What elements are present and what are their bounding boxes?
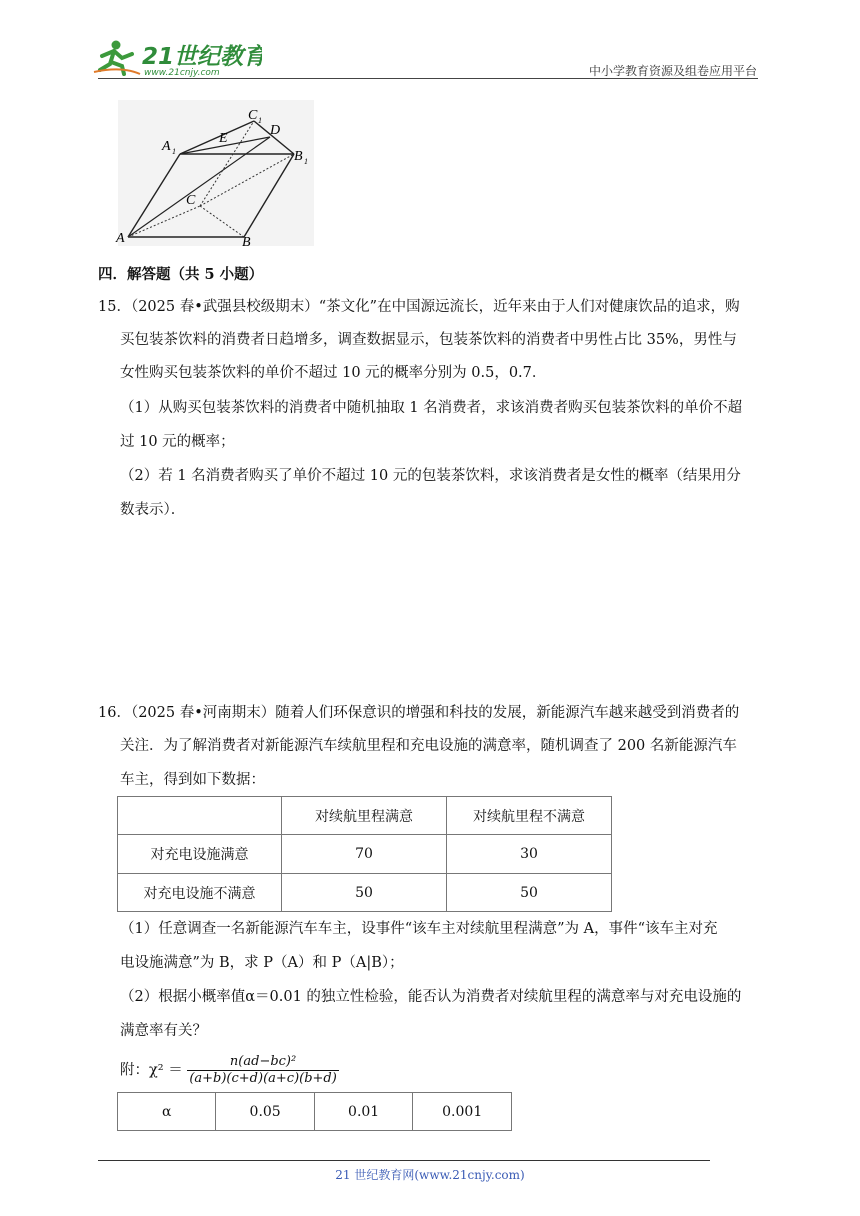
- label-C1: C: [248, 108, 258, 123]
- table-cell: 0.001: [413, 1093, 512, 1131]
- label-C1-sub: 1: [258, 116, 262, 125]
- label-B1: B: [294, 149, 303, 164]
- q16-line-2: 关注．为了解消费者对新能源汽车续航里程和充电设施的满意率，随机调查了 200 名新能源汽车: [120, 738, 737, 754]
- q15-line-4: （1）从购买包装茶饮料的消费者中随机抽取 1 名消费者，求该消费者购买包装茶饮料的单价不超: [120, 400, 743, 416]
- q16-part2-line-1: （2）根据小概率值α＝0.01 的独立性检验，能否认为消费者对续航里程的满意率与对充电设施的: [120, 989, 742, 1005]
- q16-line-3: 车主，得到如下数据：: [120, 772, 265, 788]
- table-cell: 50: [282, 874, 447, 912]
- platform-name: 中小学教育资源及组卷应用平台: [588, 64, 757, 78]
- q16-part1-line-1: （1）任意调查一名新能源汽车车主，设事件“该车主对续航里程满意”为 A，事件“该车主对充: [120, 921, 718, 937]
- header-range-satisfied: 对续航里程满意: [282, 797, 447, 835]
- q15-line-7: 数表示）．: [120, 502, 186, 518]
- label-B1-sub: 1: [304, 157, 308, 166]
- formula-fraction: [187, 1054, 339, 1087]
- q15-line-3: 女性购买包装茶饮料的单价不超过 10 元的概率分别为 0.5，0.7．: [120, 365, 547, 381]
- site-logo: [92, 36, 262, 78]
- q16-part2-line-2: 满意率有关？: [120, 1023, 207, 1039]
- header-divider: [98, 78, 758, 79]
- formula-denominator: (a+b)(c+d)(a+c)(b+d): [189, 1071, 337, 1086]
- q15-line-6: （2）若 1 名消费者购买了单价不超过 10 元的包装茶饮料，求该消费者是女性的概率（结果用分: [120, 468, 741, 484]
- q15-line-1: 15．（2025 春•武强县校级期末）“茶文化”在中国源远流长，近年来由于人们对健康饮品的追求，购: [98, 299, 740, 315]
- logo-text: 21世纪教育: [142, 44, 262, 70]
- alpha-table: [117, 1092, 512, 1131]
- table-cell: 50: [447, 874, 612, 912]
- table-row: [118, 835, 612, 874]
- q16-line-1: 16．（2025 春•河南期末）随着人们环保意识的增强和科技的发展，新能源汽车越来越受到消费者的: [98, 705, 740, 721]
- q15-line-5: 过 10 元的概率；: [120, 434, 235, 450]
- table-cell: 0.05: [216, 1093, 315, 1131]
- chi-square-formula: [120, 1054, 339, 1087]
- header-range-unsatisfied: 对续航里程不满意: [447, 797, 612, 835]
- label-B: B: [242, 235, 251, 250]
- survey-table: [117, 796, 612, 912]
- label-D: D: [270, 123, 281, 138]
- runner-icon: [92, 36, 262, 78]
- row-label: 对充电设施不满意: [118, 874, 282, 912]
- q16-part1-line-2: 电设施满意”为 B，求 P（A）和 P（A|B）；: [120, 955, 404, 971]
- table-cell: 30: [447, 835, 612, 874]
- label-A: A: [116, 231, 125, 246]
- footer-link[interactable]: 21 世纪教育网(www.21cnjy.com): [335, 1168, 525, 1182]
- label-A1-sub: 1: [172, 147, 176, 156]
- label-A1: A: [162, 139, 171, 154]
- table-row: [118, 874, 612, 912]
- footer-divider: [98, 1160, 710, 1161]
- section-title: 四．解答题（共 5 小题）: [98, 266, 264, 283]
- q15-line-2: 买包装茶饮料的消费者日趋增多，调查数据显示，包装茶饮料的消费者中男性占比 35%，男性与: [120, 332, 737, 348]
- formula-prefix: 附：χ² ＝: [120, 1062, 183, 1079]
- table-corner: [118, 797, 282, 835]
- table-row: [118, 1093, 512, 1131]
- label-E: E: [219, 131, 228, 146]
- table-cell: 70: [282, 835, 447, 874]
- table-cell: 0.01: [314, 1093, 413, 1131]
- row-label: 对充电设施满意: [118, 835, 282, 874]
- logo-url: www.21cnjy.com: [144, 68, 220, 78]
- label-C: C: [186, 193, 196, 208]
- prism-figure: [112, 100, 318, 250]
- formula-numerator: n(ad−bc)²: [187, 1054, 339, 1071]
- alpha-symbol: α: [118, 1093, 216, 1131]
- survey-table-header: [118, 797, 612, 835]
